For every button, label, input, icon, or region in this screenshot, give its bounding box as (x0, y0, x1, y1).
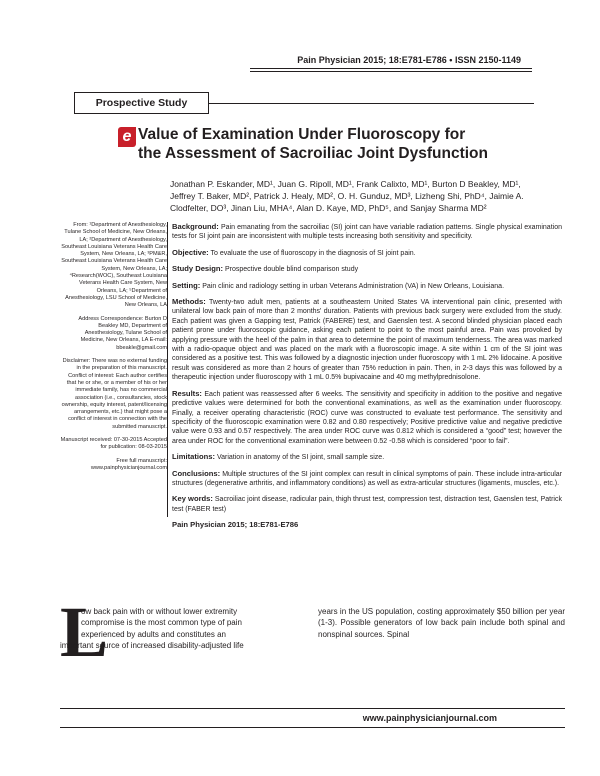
journal-header: Pain Physician 2015; 18:E781-E786 • ISSN 2150-1149 (297, 55, 521, 65)
study-type-box: Prospective Study (74, 92, 209, 114)
setting-text: Pain clinic and radiology setting in urban Veterans Administration (VA) in New Orleans, Louisiana. (200, 282, 505, 290)
study-type-rule (209, 103, 534, 104)
footer-url[interactable]: www.painphysicianjournal.com (362, 713, 497, 723)
drop-cap: L (60, 592, 109, 672)
conclusions-text: Multiple structures of the SI joint complex can result in clinical symptoms of pain. These include intra-articular structures (degenerative arthritis, and inflammatory conditions) as well as extra-articular structures (ligaments, muscles, etc.). (172, 470, 562, 487)
methods-text: Twenty-two adult men, patients at a southeastern United States VA interventional pain clinic, presented with unilateral low back pain of more than 2 months' duration. Patients with previous back surgery were excluded from the study. Each patient was given a Gapping test, Patrick (FABERE) test, and Gaenslen test. A second blinded physician placed each patient prone under fluoroscopic guidance, asking each patient to point to the most painful area. Pain was provoked by applying pressure with the heel of the palm in that area to determine the point of maximum tenderness. The area was marked with a radio-opaque object and was placed on the mark with a fluoroscopic image. A site within 1 cm of the SI joint was considered as a positive test. This was followed by a diagnostic injection under fluoroscopy with 1 mL 2% lidocaine. A positive result was considered as more than 2 hours of greater than 75% reduction in pain. Then, in 2-3 days this was followed by a therapeutic injection under fluoroscopy with 1 mL 0.5% bupivacaine and 40 mg methylprednisolone. (172, 299, 562, 382)
authors-line-2: Jeffrey T. Baker, MD², Patrick J. Healy, MD², O. H. Gunduz, MD³, Lizheng Shi, PhD⁴, Jaimie A. (170, 191, 524, 201)
abstract-design (172, 264, 562, 274)
author-list (170, 178, 560, 214)
abstract-keywords (172, 494, 562, 514)
objective-heading: Objective: (172, 247, 209, 257)
body-column-right: years in the US population, costing approximately $50 billion per year (1-3). Possible generators of low back pain include both spinal and nonspinal sources. Spinal (318, 607, 565, 639)
authors-line-3: Clodfelter, DO³, Jinan Liu, MHA⁴, Alan D. Kaye, MD, PhD⁵, and Sanjay Sharma MD² (170, 203, 487, 213)
design-text: Prospective double blind comparison study (223, 266, 359, 274)
abstract-citation: Pain Physician 2015; 18:E781-E786 (172, 520, 299, 530)
abstract-background (172, 222, 562, 242)
body-left-line-3: experienced by adults and constitutes an (81, 629, 226, 639)
body-left-line-1: ow back pain with or without lower extremity (81, 607, 238, 616)
setting-heading: Setting: (172, 280, 201, 290)
results-heading: Results: (172, 388, 202, 398)
keywords-text: Sacroiliac joint disease, radicular pain, thigh thrust test, compression test, distraction test, Gaenslen test, Patrick test (FABER test) (172, 496, 562, 513)
body-column-left (60, 606, 309, 652)
sidebar (60, 222, 167, 478)
results-text: Each patient was reassessed after 6 weeks. The sensitivity and specificity in addition to the positive and negative predictive values were determined for both the conventional examinations, as well as the examination under fluoroscopy. Finally, a receiver operating characteristic (ROC) curve was constructed to evaluate test performance. The sensitivity and specificity of the fluoroscopic examination were 0.82 and 0.80 respectively; Positive predictive value and negative predictive value were 0.93 and 0.57 respectively. The area under ROC curve was 0.812 which is considered a “good” test; however the area under ROC for the conventional examination were between 0.52 -0.58 which is considered “poor to fail”. (172, 390, 562, 445)
header-rule-2 (250, 71, 532, 72)
keywords-heading: Key words: (172, 494, 213, 504)
authors-line-1: Jonathan P. Eskander, MD¹, Juan G. Ripoll, MD¹, Frank Calixto, MD¹, Burton D Beakley, MD¹, (170, 179, 521, 189)
limitations-text: Variation in anatomy of the SI joint, small sample size. (215, 454, 385, 462)
abstract-objective (172, 248, 562, 258)
body-left-line-4: important source of increased disability-adjusted life (60, 641, 244, 651)
title-line-2: the Assessment of Sacroiliac Joint Dysfunction (138, 145, 488, 162)
correspondence: Address Correspondence: Burton D Beakley MD, Department of Anesthesiology, Tulane School of Medicine, New Orleans, LA E-mail: bbeakle@gmail.com (78, 315, 167, 351)
manuscript-dates: Manuscript received: 07-30-2015 Accepted for publication: 08-03-2015 (60, 437, 167, 451)
article-title (138, 125, 498, 163)
conclusions-heading: Conclusions: (172, 468, 221, 478)
abstract-conclusions (172, 469, 562, 489)
abstract-limitations (172, 452, 562, 462)
background-heading: Background: (172, 222, 219, 231)
epub-badge-icon: e (118, 127, 136, 147)
affiliations: From: ¹Department of Anesthesiology, Tulane School of Medicine, New Orleans, LA; ²Department of Anesthesiology, Southeast Louisiana Veterans Health Care System, New Orleans, LA; ³PM&R, Southeast Louisiana Veterans Health Care System, New Orleans, LA; ⁴Research(WOC), Southeast Louisiana Veterans Health Care System, New Orleans, LA; ⁵Department of Anesthesiology, LSU School of Medicine, New Orleans, LA (61, 222, 167, 309)
body-left-line-2: compromise is the most common type of pain (81, 618, 242, 628)
sidebar-divider (167, 222, 168, 517)
background-text: Pain emanating from the sacroiliac (SI) joint can have variable radiation patterns. Single physical examination tests for SI joint pain are inconsistent with multiple tests increasing both sensitivity and specificity. (172, 224, 562, 241)
abstract-setting (172, 281, 562, 291)
design-heading: Study Design: (172, 264, 224, 274)
abstract-methods (172, 297, 562, 383)
header-rule (250, 68, 532, 69)
objective-text: To evaluate the use of fluoroscopy in the diagnosis of SI joint pain. (208, 249, 416, 257)
methods-heading: Methods: (172, 297, 206, 307)
abstract-results (172, 389, 562, 446)
title-line-1: Value of Examination Under Fluoroscopy for (138, 126, 466, 143)
abstract (172, 222, 562, 536)
disclaimer: Disclaimer: There was no external funding in the preparation of this manuscript. Conflict of interest: Each author certifies that he or she, or a member of his or her immediate family, has no commercial association (i.e., consultancies, stock ownership, equity interest, patent/licensing arrangements, etc.) that might pose a conflict of interest in connection with the submitted manuscript. (61, 358, 167, 430)
limitations-heading: Limitations: (172, 452, 216, 462)
free-fulltext: Free full manuscript: www.painphysicianjournal.com (90, 457, 167, 471)
